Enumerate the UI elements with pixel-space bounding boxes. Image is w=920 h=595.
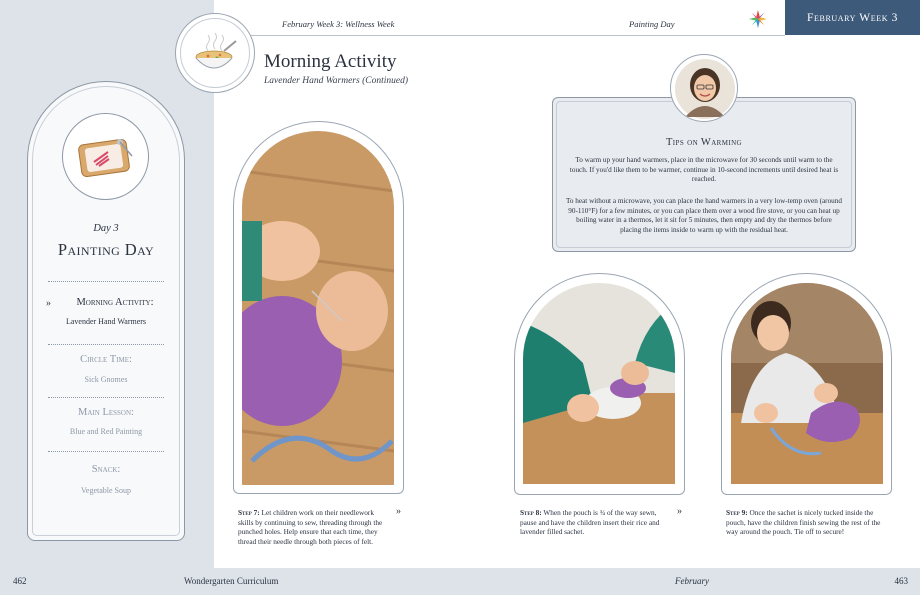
footer-month: February	[675, 576, 709, 586]
divider	[48, 451, 164, 452]
step-7-label: Step 7:	[238, 508, 260, 517]
step-9-text: Once the sachet is nicely tucked inside the pouch, have the children finish sewing the rest of the way around the pouch. Tie off to secure!	[726, 508, 881, 537]
page-number-left: 462	[13, 576, 27, 586]
header-week-text: February Week 3: Wellness Week	[282, 19, 395, 29]
double-chevron-icon: »	[46, 298, 51, 309]
portrait-image	[671, 55, 738, 122]
page-title: Morning Activity	[264, 51, 397, 72]
tips-title: Tips on Warming	[665, 137, 742, 148]
footer-bar	[0, 568, 920, 595]
sidebar-item-main-lesson: Main Lesson:	[78, 407, 134, 418]
page-subtitle: Lavender Hand Warmers (Continued)	[264, 76, 408, 86]
divider	[48, 281, 164, 282]
sidebar-item-circle-time: Circle Time:	[80, 354, 132, 365]
cutting-board-icon	[74, 132, 138, 182]
divider	[48, 397, 164, 398]
header-week-title	[282, 19, 394, 29]
header-day-label: Painting Day	[629, 19, 675, 29]
sidebar-title: Painting Day	[57, 240, 155, 259]
step-9-label: Step 9:	[726, 508, 748, 517]
step-8-label: Step 8:	[520, 508, 542, 517]
divider	[48, 344, 164, 345]
board-illustration	[62, 113, 149, 200]
author-portrait	[670, 54, 738, 122]
step-7-text: Let children work on their needlework skills by continuing to sew, threading through the punched holes. Help ensure that each time, they thread their needle through both pieces of felt.	[238, 508, 383, 546]
soup-bowl-icon	[190, 31, 240, 75]
photo-step9	[731, 283, 883, 484]
week-badge: February Week 3	[785, 0, 920, 35]
sidebar-item-morning-activity-sub: Lavender Hand Warmers	[65, 317, 147, 326]
photo-step7	[242, 131, 394, 485]
double-chevron-icon: »	[677, 506, 682, 517]
sidebar-item-morning-activity: Morning Activity:	[76, 297, 154, 308]
step-7	[238, 508, 390, 546]
footer-curriculum: Wondergarten Curriculum	[184, 576, 279, 586]
tips-paragraph-2: To heat without a microwave, you can place the hand warmers in a very low-temp oven (around 90-110°F) for a few minutes, or you can place them over a wood fire stove, or you can heat up boiling water in a thermos, let it sit for 5 minutes, then empty and dry the thermos before placing the items inside to warm up with the residual heat.	[566, 197, 842, 234]
step-9	[726, 508, 886, 537]
sidebar-item-snack-sub: Vegetable Soup	[81, 486, 131, 495]
photo-step8	[523, 283, 675, 484]
sidebar-item-snack: Snack:	[91, 464, 121, 475]
header-divider	[214, 35, 785, 36]
page-number-right: 463	[894, 576, 908, 586]
star-icon	[749, 10, 767, 28]
tips-paragraph-1: To warm up your hand warmers, place in the microwave for 30 seconds until warm to the touch. If you'd like them to be warmer, continue in 10-second increments until desired heat is reached.	[569, 156, 839, 184]
sidebar-item-circle-time-sub: Sick Gnomes	[84, 375, 128, 384]
step-8-text: When the pouch is ¾ of the way sewn, pause and have the children insert their rice and lavender filled sachet.	[520, 508, 660, 537]
sidebar-day: Day 3	[93, 223, 119, 234]
sidebar-item-main-lesson-sub: Blue and Red Painting	[69, 427, 143, 436]
double-chevron-icon: »	[396, 506, 401, 517]
step-8	[520, 508, 672, 537]
soup-illustration	[175, 13, 255, 93]
